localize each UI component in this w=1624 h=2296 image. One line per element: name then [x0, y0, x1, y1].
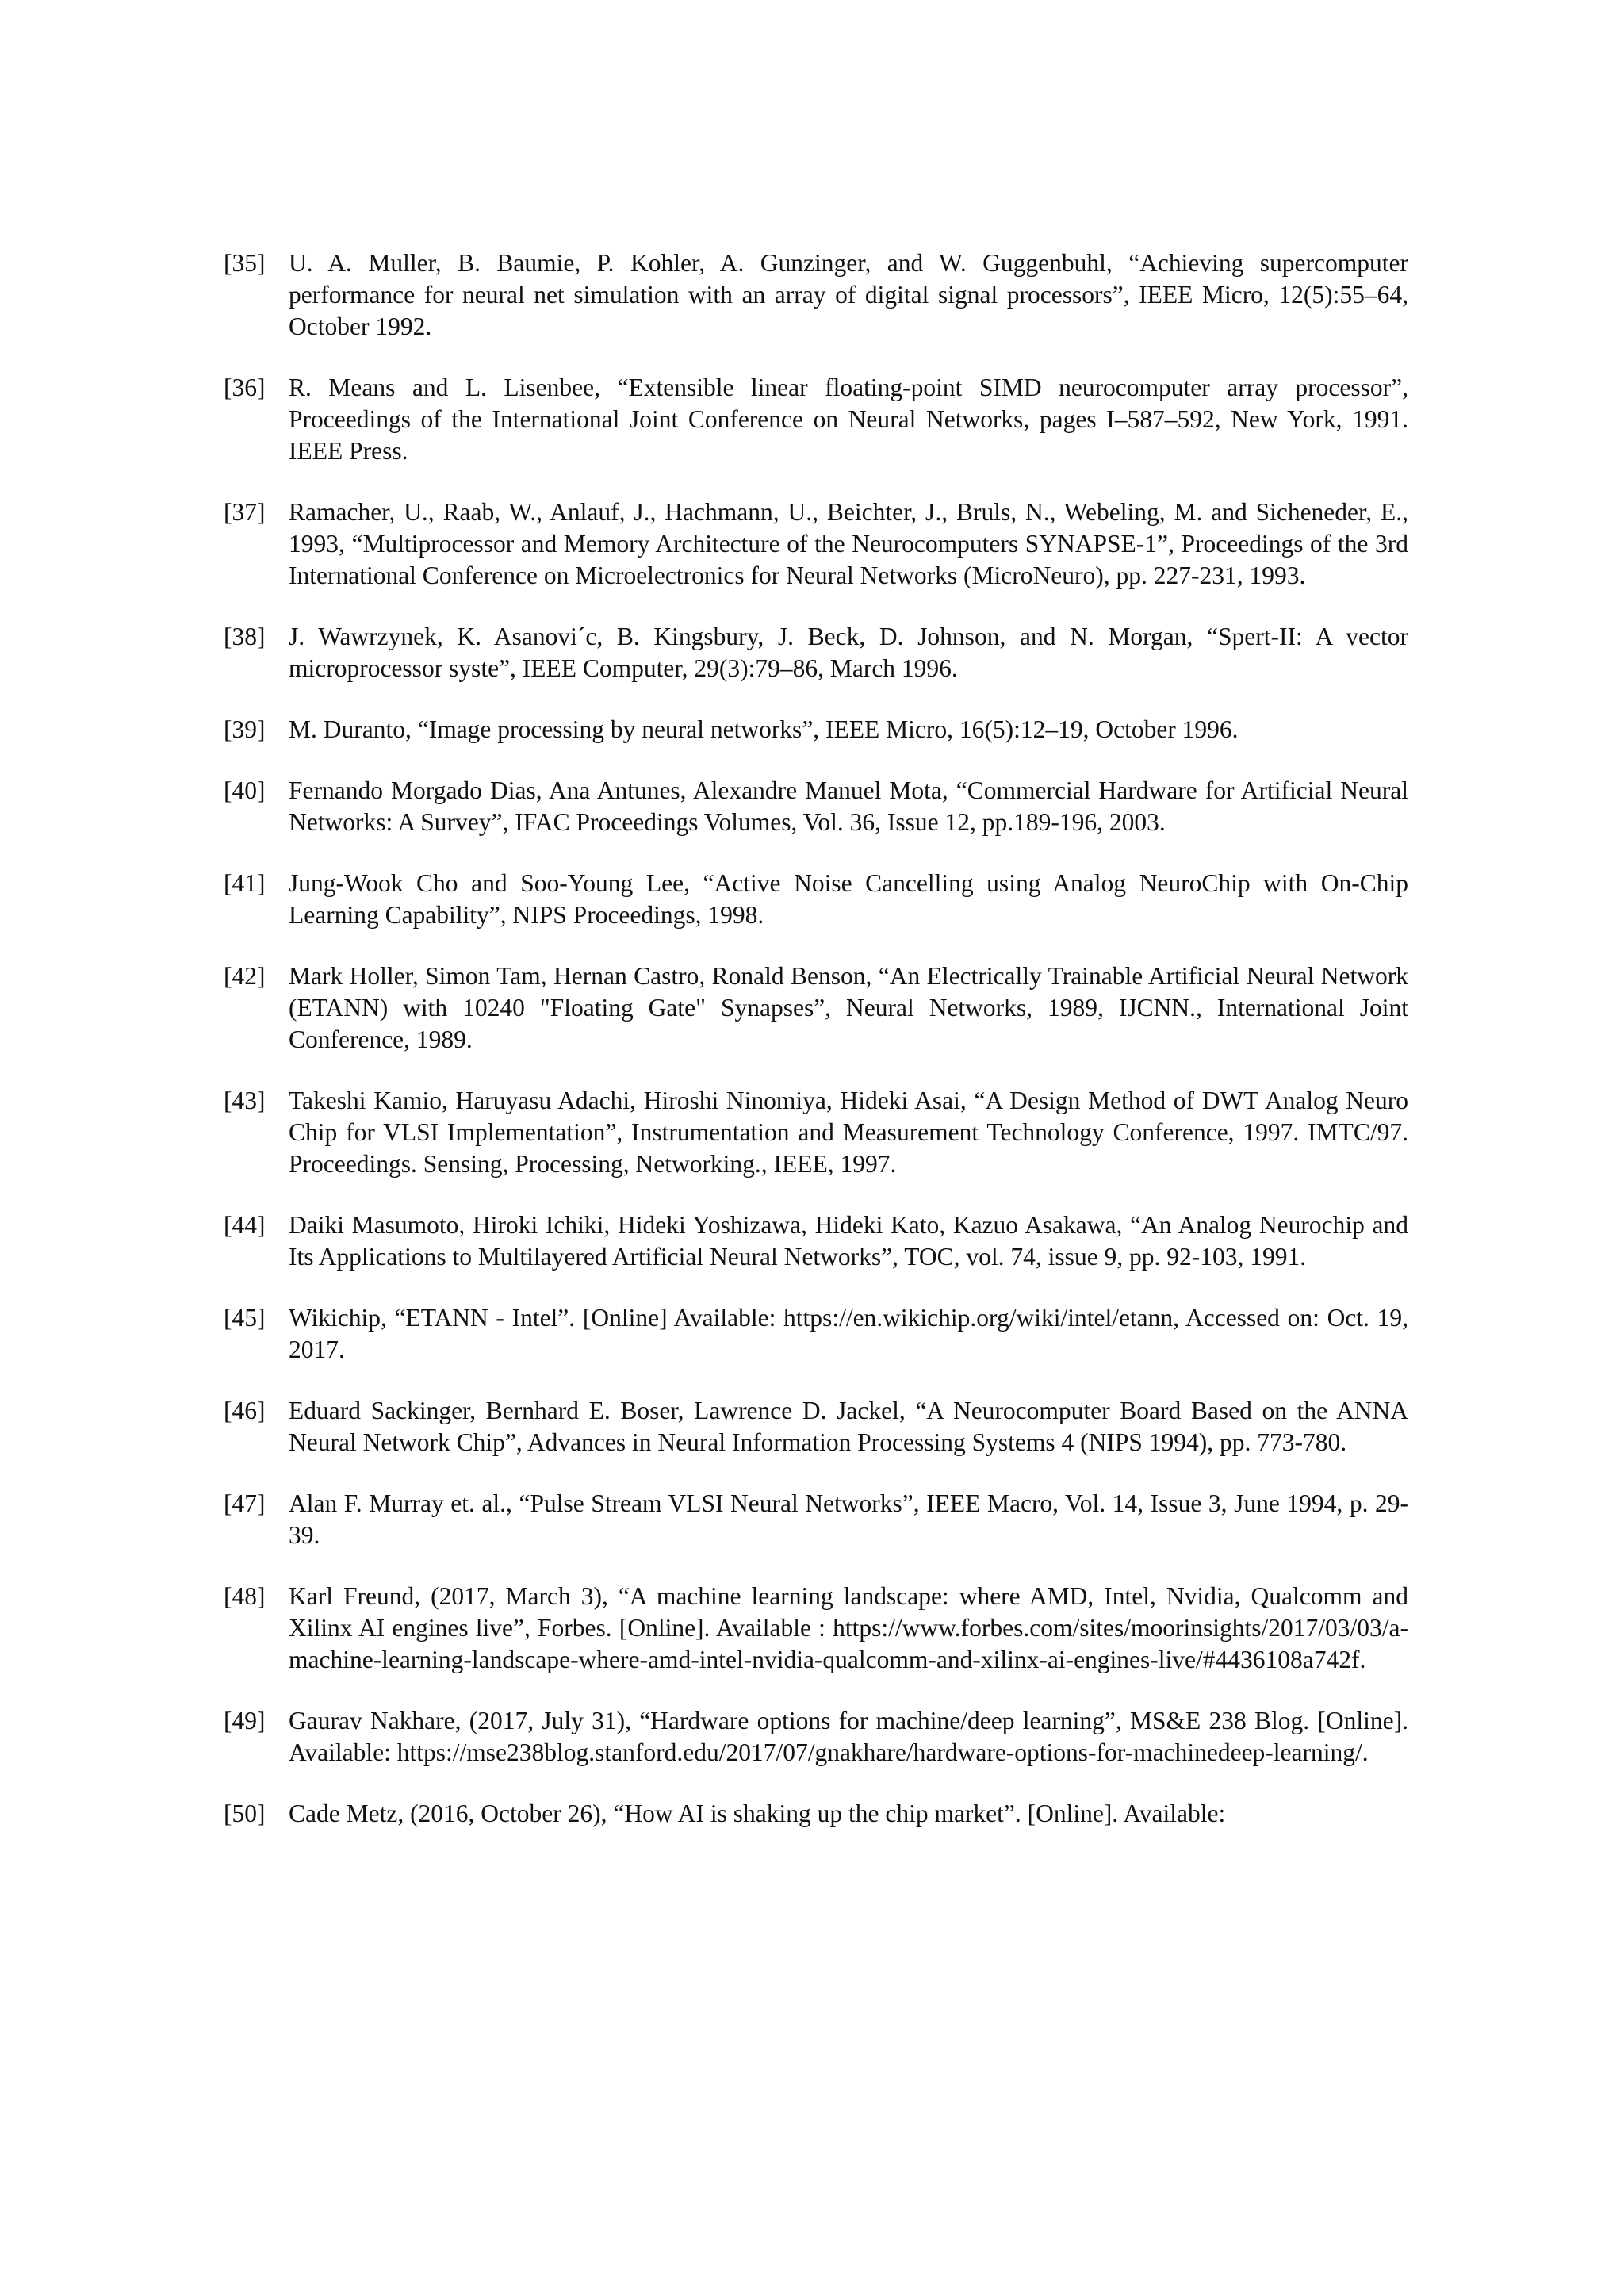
reference-item: [224, 1395, 1408, 1458]
reference-text: Eduard Sackinger, Bernhard E. Boser, Lawrence D. Jackel, “A Neurocomputer Board Based on the ANNA Neural Network Chip”, Advances in Neural Information Processing Systems 4 (NIPS 1994), pp. 773-780.: [289, 1397, 1408, 1456]
reference-text: Takeshi Kamio, Haruyasu Adachi, Hiroshi Ninomiya, Hideki Asai, “A Design Method of DWT Analog Neuro Chip for VLSI Implementation”, Instrumentation and Measurement Technology Conference, 1997. IMTC/97. Proceedings. Sensing, Processing, Networking., IEEE, 1997.: [289, 1087, 1408, 1178]
reference-text: Daiki Masumoto, Hiroki Ichiki, Hideki Yoshizawa, Hideki Kato, Kazuo Asakawa, “An Analog Neurochip and Its Applications to Multilayered Artificial Neural Networks”, TOC, vol. 74, issue 9, pp. 92-103, 1991.: [289, 1211, 1408, 1271]
reference-number: [43]: [224, 1087, 266, 1114]
reference-item: [224, 372, 1408, 467]
reference-text: M. Duranto, “Image processing by neural networks”, IEEE Micro, 16(5):12–19, October 1996.: [289, 715, 1239, 743]
reference-item: [224, 960, 1408, 1056]
reference-number: [50]: [224, 1800, 266, 1827]
reference-number: [45]: [224, 1304, 266, 1332]
reference-item: [224, 1209, 1408, 1273]
reference-number: [46]: [224, 1397, 266, 1424]
reference-number: [48]: [224, 1582, 266, 1610]
reference-number: [37]: [224, 498, 266, 526]
reference-text: Fernando Morgado Dias, Ana Antunes, Alexandre Manuel Mota, “Commercial Hardware for Artificial Neural Networks: A Survey”, IFAC Proceedings Volumes, Vol. 36, Issue 12, pp.189-196, 2003.: [289, 776, 1408, 836]
reference-item: [224, 868, 1408, 931]
reference-item: [224, 1705, 1408, 1769]
reference-item: [224, 496, 1408, 592]
reference-list: [224, 247, 1408, 1859]
reference-item: [224, 1798, 1408, 1830]
reference-number: [36]: [224, 374, 266, 401]
reference-text: Gaurav Nakhare, (2017, July 31), “Hardware options for machine/deep learning”, MS&E 238 Blog. [Online]. Available: https://mse238blog.stanford.edu/2017/07/gnakhare/hardware-options-for-machinedeep-learning/.: [289, 1707, 1408, 1766]
reference-number: [49]: [224, 1707, 266, 1734]
reference-text: J. Wawrzynek, K. Asanovi´c, B. Kingsbury, J. Beck, D. Johnson, and N. Morgan, “Spert-II: A vector microprocessor syste”, IEEE Computer, 29(3):79–86, March 1996.: [289, 623, 1408, 682]
reference-item: [224, 775, 1408, 838]
reference-item: [224, 621, 1408, 684]
reference-text: Alan F. Murray et. al., “Pulse Stream VLSI Neural Networks”, IEEE Macro, Vol. 14, Issue 3, June 1994, p. 29-39.: [289, 1489, 1408, 1549]
reference-item: [224, 1085, 1408, 1180]
reference-item: [224, 1581, 1408, 1676]
reference-text: U. A. Muller, B. Baumie, P. Kohler, A. Gunzinger, and W. Guggenbuhl, “Achieving supercomputer performance for neural net simulation with an array of digital signal processors”, IEEE Micro, 12(5):55–64, October 1992.: [289, 249, 1408, 340]
reference-number: [41]: [224, 869, 266, 897]
reference-text: R. Means and L. Lisenbee, “Extensible linear floating-point SIMD neurocomputer array processor”, Proceedings of the International Joint Conference on Neural Networks, pages I–587–592, New York, 1991. IEEE Press.: [289, 374, 1408, 465]
reference-text: Jung-Wook Cho and Soo-Young Lee, “Active Noise Cancelling using Analog NeuroChip with On-Chip Learning Capability”, NIPS Proceedings, 1998.: [289, 869, 1408, 929]
reference-text: Karl Freund, (2017, March 3), “A machine learning landscape: where AMD, Intel, Nvidia, Qualcomm and Xilinx AI engines live”, Forbes. [Online]. Available : https://www.forbes.com/sites/moorinsights/2017/03/03/a-machine-learning-landscape-where-amd-intel-nvidia-qualcomm-and-xilinx-ai-engines-live/#4436108a742f.: [289, 1582, 1408, 1673]
reference-number: [47]: [224, 1489, 266, 1517]
reference-text: Mark Holler, Simon Tam, Hernan Castro, Ronald Benson, “An Electrically Trainable Artificial Neural Network (ETANN) with 10240 "Floating Gate" Synapses”, Neural Networks, 1989, IJCNN., International Joint Conference, 1989.: [289, 962, 1408, 1053]
reference-number: [39]: [224, 715, 266, 743]
reference-number: [42]: [224, 962, 266, 990]
reference-text: Ramacher, U., Raab, W., Anlauf, J., Hachmann, U., Beichter, J., Bruls, N., Webeling, M. and Sicheneder, E., 1993, “Multiprocessor and Memory Architecture of the Neurocomputers SYNAPSE-1”, Proceedings of the 3rd International Conference on Microelectronics for Neural Networks (MicroNeuro), pp. 227-231, 1993.: [289, 498, 1408, 589]
reference-number: [38]: [224, 623, 266, 650]
reference-item: [224, 247, 1408, 343]
reference-number: [35]: [224, 249, 266, 277]
reference-item: [224, 714, 1408, 746]
reference-text: Cade Metz, (2016, October 26), “How AI is shaking up the chip market”. [Online]. Available:: [289, 1800, 1226, 1827]
reference-number: [40]: [224, 776, 266, 804]
reference-item: [224, 1302, 1408, 1366]
reference-text: Wikichip, “ETANN - Intel”. [Online] Available: https://en.wikichip.org/wiki/intel/etann, Accessed on: Oct. 19, 2017.: [289, 1304, 1408, 1363]
reference-item: [224, 1488, 1408, 1551]
reference-number: [44]: [224, 1211, 266, 1239]
